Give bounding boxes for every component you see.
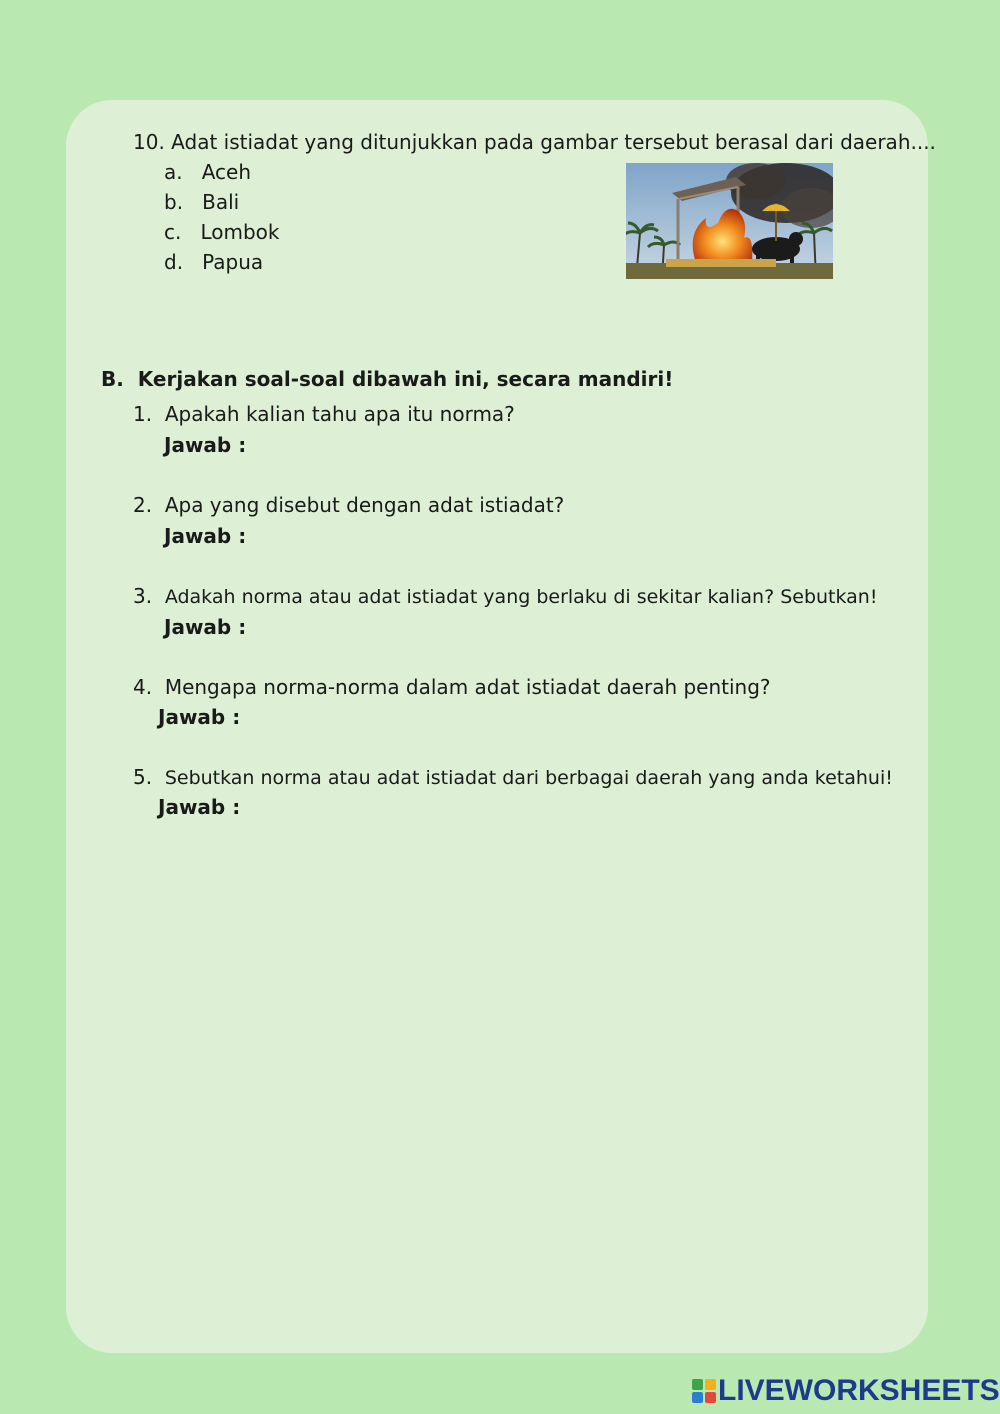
option-b[interactable] bbox=[164, 189, 239, 215]
section-b-heading bbox=[101, 366, 673, 392]
liveworksheets-logo-icon bbox=[692, 1379, 716, 1403]
essay-question-4 bbox=[133, 674, 771, 700]
option-text: Bali bbox=[202, 190, 240, 214]
option-letter: c. bbox=[164, 220, 182, 244]
essay-question-2 bbox=[133, 492, 564, 518]
answer-label-3[interactable]: Jawab : bbox=[164, 615, 247, 639]
essay-question-3 bbox=[133, 583, 877, 610]
liveworksheets-logo[interactable] bbox=[692, 1374, 1000, 1408]
option-a[interactable] bbox=[164, 159, 251, 185]
question-text: Apa yang disebut dengan adat istiadat? bbox=[164, 493, 565, 517]
section-title: Kerjakan soal-soal dibawah ini, secara mandiri! bbox=[137, 367, 674, 391]
question-number: 5. bbox=[133, 765, 153, 789]
question-text: Adat istiadat yang ditunjukkan pada gambar tersebut berasal dari daerah.... bbox=[171, 130, 936, 154]
answer-label-4[interactable]: Jawab : bbox=[158, 705, 241, 729]
section-letter: B. bbox=[101, 367, 124, 391]
question-text: Sebutkan norma atau adat istiadat dari berbagai daerah yang anda ketahui! bbox=[164, 767, 893, 789]
option-text: Aceh bbox=[201, 160, 252, 184]
question-number: 2. bbox=[133, 493, 153, 517]
answer-label-5[interactable]: Jawab : bbox=[158, 795, 241, 819]
option-letter: b. bbox=[164, 190, 184, 214]
essay-question-1 bbox=[133, 401, 515, 427]
question-text: Mengapa norma-norma dalam adat istiadat daerah penting? bbox=[164, 675, 771, 699]
question-number: 4. bbox=[133, 675, 153, 699]
option-letter: a. bbox=[164, 160, 183, 184]
essay-question-5 bbox=[133, 764, 893, 791]
option-c[interactable] bbox=[164, 219, 279, 245]
question-number: 10. bbox=[133, 130, 165, 154]
question-number: 3. bbox=[133, 584, 153, 608]
question-text: Adakah norma atau adat istiadat yang berlaku di sekitar kalian? Sebutkan! bbox=[164, 586, 878, 608]
option-letter: d. bbox=[164, 250, 184, 274]
question-text: Apakah kalian tahu apa itu norma? bbox=[164, 402, 515, 426]
answer-label-2[interactable]: Jawab : bbox=[164, 524, 247, 548]
answer-label-1[interactable]: Jawab : bbox=[164, 433, 247, 457]
brand-name: LIVEWORKSHEETS bbox=[718, 1374, 1000, 1407]
option-text: Papua bbox=[202, 250, 264, 274]
option-text: Lombok bbox=[200, 220, 280, 244]
question-10 bbox=[133, 129, 936, 155]
question-number: 1. bbox=[133, 402, 153, 426]
option-d[interactable] bbox=[164, 249, 263, 275]
ceremony-photo bbox=[626, 163, 833, 279]
